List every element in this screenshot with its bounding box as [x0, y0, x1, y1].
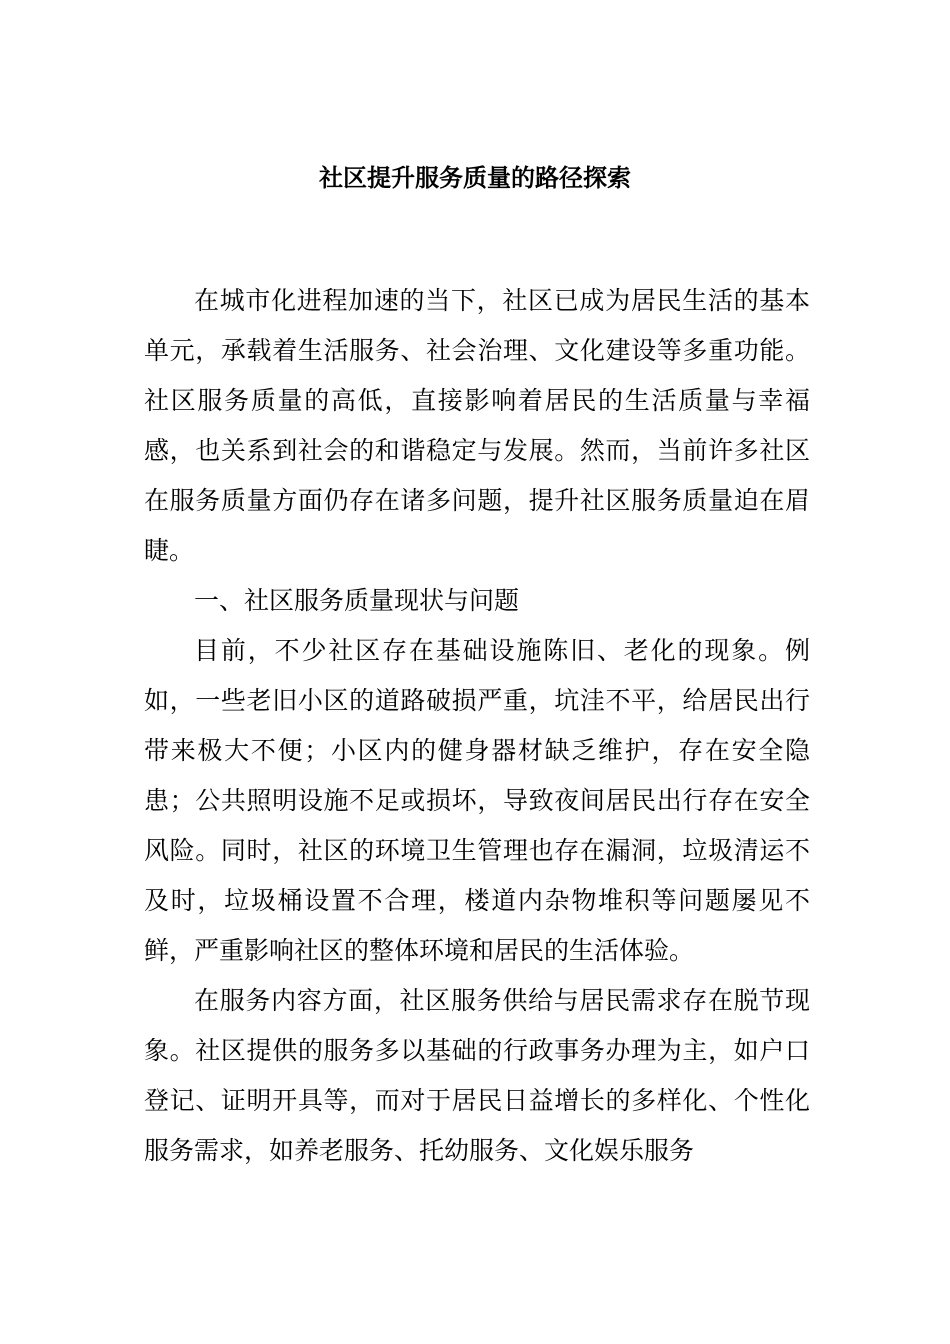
document-title: 社区提升服务质量的路径探索 — [319, 164, 631, 192]
document-body — [144, 276, 810, 1176]
section-heading-1: 一、社区服务质量现状与问题 — [194, 586, 520, 615]
paragraph-service-content: 在服务内容方面，社区服务供给与居民需求存在脱节现象。社区提供的服务多以基础的行政事务办理为主，如户口登记、证明开具等，而对于居民日益增长的多样化、个性化服务需求，如养老服务、托幼服务、文化娱乐服务 — [144, 986, 810, 1165]
paragraph-intro: 在城市化进程加速的当下，社区已成为居民生活的基本单元，承载着生活服务、社会治理、文化建设等多重功能。社区服务质量的高低，直接影响着居民的生活质量与幸福感，也关系到社会的和谐稳定与发展。然而，当前许多社区在服务质量方面仍存在诸多问题，提升社区服务质量迫在眉睫。 — [144, 286, 810, 565]
paragraph-infrastructure: 目前，不少社区存在基础设施陈旧、老化的现象。例如，一些老旧小区的道路破损严重，坑洼不平，给居民出行带来极大不便；小区内的健身器材缺乏维护，存在安全隐患；公共照明设施不足或损坏，导致夜间居民出行存在安全风险。同时，社区的环境卫生管理也存在漏洞，垃圾清运不及时，垃圾桶设置不合理，楼道内杂物堆积等问题屡见不鲜，严重影响社区的整体环境和居民的生活体验。 — [144, 636, 810, 965]
